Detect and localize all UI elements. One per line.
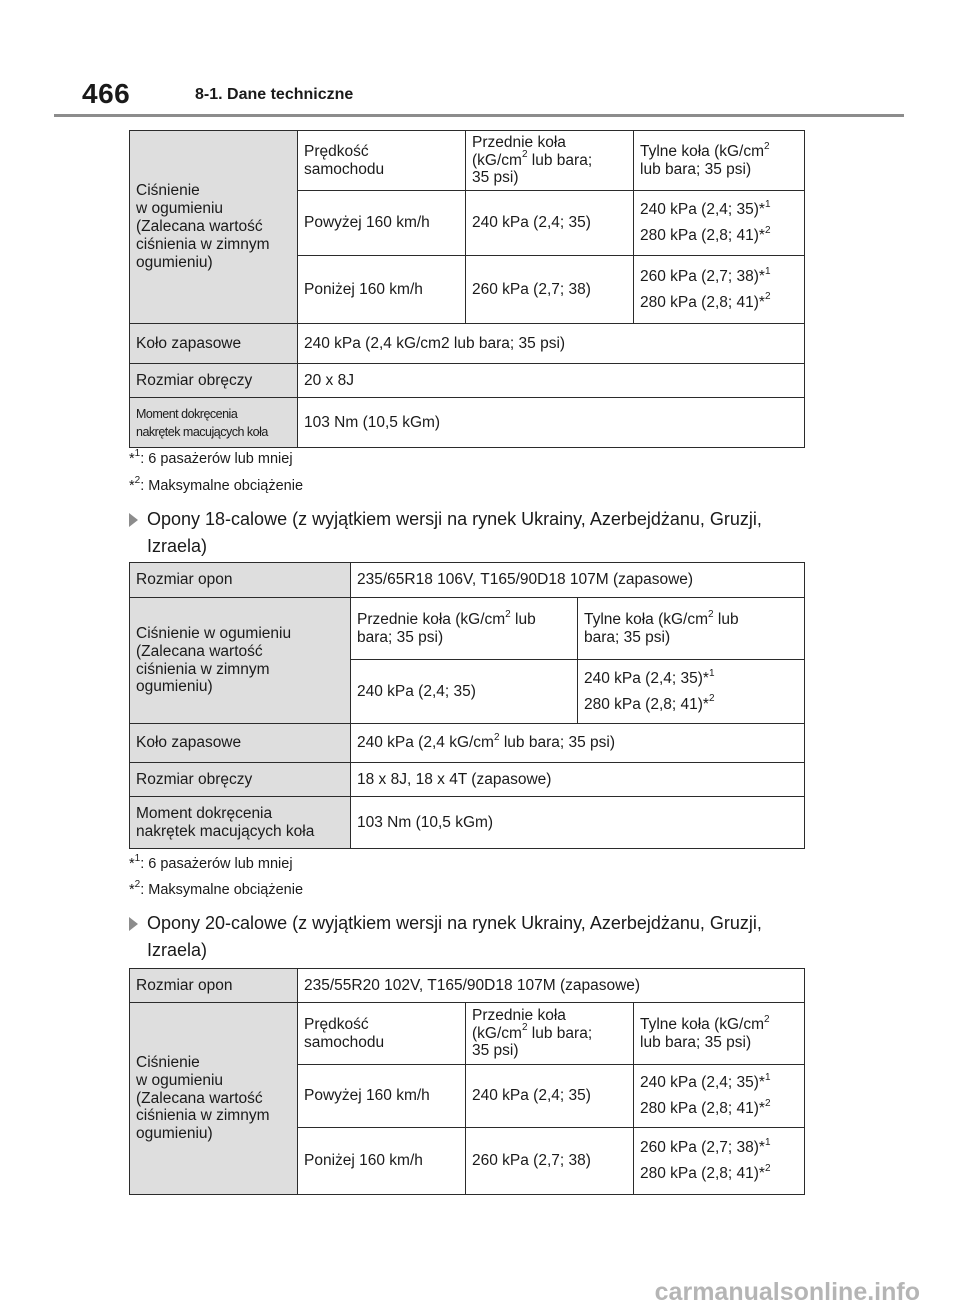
footnote-2: *$^2$: Maksymalne obciążenie	[129, 475, 304, 494]
footnote-2: *$^2$: Maksymalne obciążenie	[129, 879, 304, 898]
spare-value: 240 kPa (2,4 $kG/cm^2$ lub bara; 35 psi)	[351, 724, 805, 763]
col-front-header: Przednie koła ($kG/cm^2$ lub bara; 35 psi)	[466, 1003, 634, 1065]
tire-size-value: 235/55R20 102V, T165/90D18 107M (zapasowe)	[298, 969, 805, 1003]
row2-front: 260 kPa (2,7; 38)	[466, 1128, 634, 1195]
torque-value: 103 Nm (10,5 kGm)	[351, 797, 805, 849]
col-front-header: Przednie koła ($kG/cm^2$ lub bara; 35 psi)	[351, 598, 578, 660]
tire-size-value: 235/65R18 106V, T165/90D18 107M (zapasowe)	[351, 563, 805, 598]
spec-table-20in-pressure	[129, 130, 805, 448]
rim-value: 20 x 8J	[298, 364, 805, 398]
row1-speed: Powyżej 160 km/h	[298, 191, 466, 256]
col-speed-header: Prędkość samochodu	[298, 131, 466, 191]
triangle-bullet-icon	[129, 917, 138, 931]
torque-label: Moment dokręcenia nakrętek macujących koła	[130, 398, 298, 448]
row2-speed: Poniżej 160 km/h	[298, 1128, 466, 1195]
spare-label: Koło zapasowe	[130, 324, 298, 364]
row1-front: 240 kPa (2,4; 35)	[466, 1065, 634, 1128]
row2-rear: 260 kPa (2,7; 38)*$^1$ 280 kPa (2,8; 41)*$^2$	[634, 1128, 805, 1195]
row1-rear: 240 kPa (2,4; 35)*$^1$ 280 kPa (2,8; 41)*$^2$	[634, 191, 805, 256]
row1-front: 240 kPa (2,4; 35)	[466, 191, 634, 256]
tire-size-label: Rozmiar opon	[130, 563, 351, 598]
spare-value: 240 kPa (2,4 kG/cm2 lub bara; 35 psi)	[298, 324, 805, 364]
row2-front: 260 kPa (2,7; 38)	[466, 256, 634, 324]
spec-table-18in	[129, 562, 805, 849]
row2-rear: 260 kPa (2,7; 38)*$^1$ 280 kPa (2,8; 41)*$^2$	[634, 256, 805, 324]
pressure-label: Ciśnienie w ogumieniu (Zalecana wartość ciśnienia w zimnym ogumieniu)	[130, 131, 298, 324]
col-rear-header: Tylne koła ($kG/cm^2$ lub bara; 35 psi)	[578, 598, 805, 660]
spare-label: Koło zapasowe	[130, 724, 351, 763]
watermark: carmanualsonline.info	[654, 1278, 920, 1306]
section-bullet-20in: Opony 20-calowe (z wyjątkiem wersji na rynek Ukrainy, Azerbejdżanu, Gruzji, Izraela)	[129, 910, 809, 964]
col-speed-header: Prędkość samochodu	[298, 1003, 466, 1065]
row2-speed: Poniżej 160 km/h	[298, 256, 466, 324]
tire-size-label: Rozmiar opon	[130, 969, 298, 1003]
front-value: 240 kPa (2,4; 35)	[351, 660, 578, 724]
triangle-bullet-icon	[129, 513, 138, 527]
col-rear-header: Tylne koła ($kG/cm^2$ lub bara; 35 psi)	[634, 1003, 805, 1065]
footnote-1: *$^1$: 6 pasażerów lub mniej	[129, 853, 293, 872]
row1-speed: Powyżej 160 km/h	[298, 1065, 466, 1128]
footnote-1: *$^1$: 6 pasażerów lub mniej	[129, 448, 293, 467]
row1-rear: 240 kPa (2,4; 35)*$^1$ 280 kPa (2,8; 41)*$^2$	[634, 1065, 805, 1128]
col-rear-header: Tylne koła ($kG/cm^2$ lub bara; 35 psi)	[634, 131, 805, 191]
pressure-label: Ciśnienie w ogumieniu (Zalecana wartość ciśnienia w zimnym ogumieniu)	[130, 1003, 298, 1195]
page-number: 466	[82, 78, 131, 109]
rear-value: 240 kPa (2,4; 35)*$^1$ 280 kPa (2,8; 41)*$^2$	[578, 660, 805, 724]
pressure-label: Ciśnienie w ogumieniu (Zalecana wartość ciśnienia w zimnym ogumieniu)	[130, 598, 351, 724]
col-front-header: Przednie koła ($kG/cm^2$ lub bara; 35 psi)	[466, 131, 634, 191]
header-divider	[54, 114, 904, 117]
spec-table-20in	[129, 968, 805, 1195]
rim-label: Rozmiar obręczy	[130, 763, 351, 797]
section-bullet-18in: Opony 18-calowe (z wyjątkiem wersji na rynek Ukrainy, Azerbejdżanu, Gruzji, Izraela)	[129, 506, 809, 560]
torque-value: 103 Nm (10,5 kGm)	[298, 398, 805, 448]
torque-label: Moment dokręcenia nakrętek macujących koła	[130, 797, 351, 849]
page-header	[0, 0, 960, 120]
rim-value: 18 x 8J, 18 x 4T (zapasowe)	[351, 763, 805, 797]
rim-label: Rozmiar obręczy	[130, 364, 298, 398]
section-title: 8-1. Dane techniczne	[195, 86, 354, 103]
